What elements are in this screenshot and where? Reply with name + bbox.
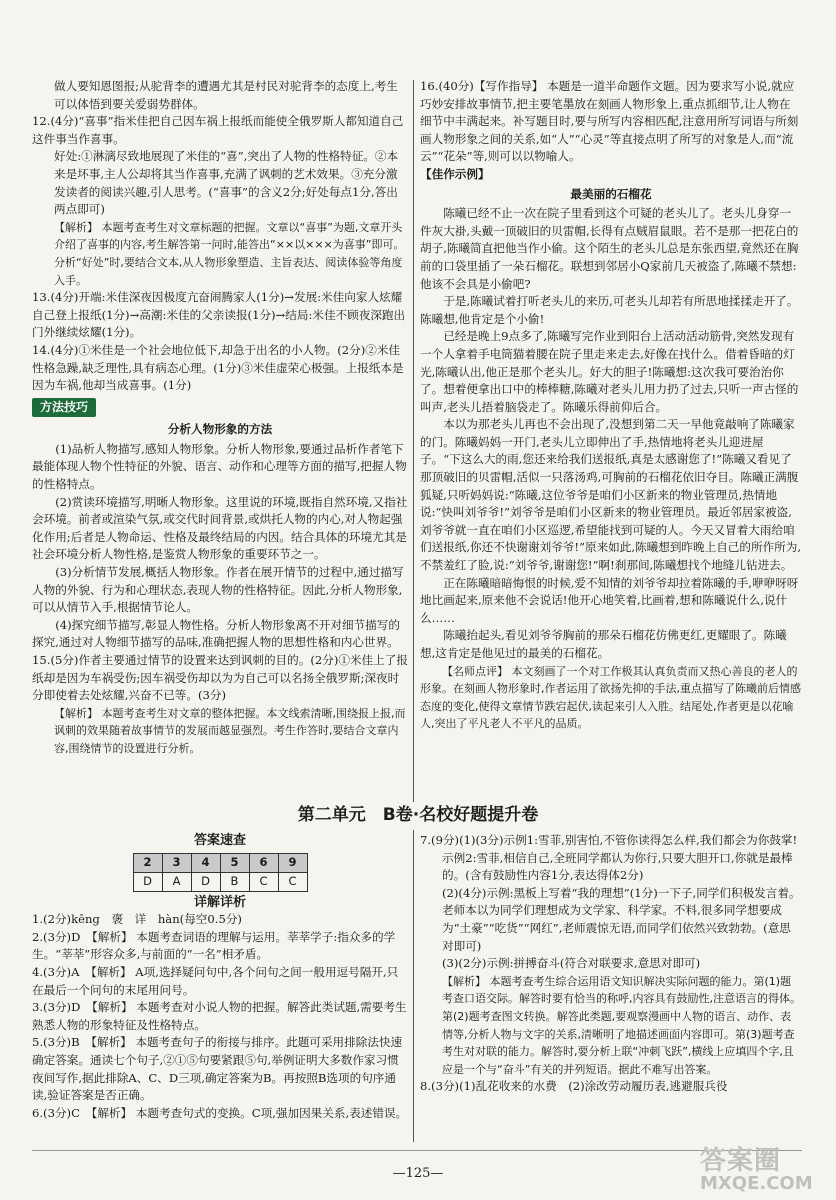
essay-paragraphs xyxy=(420,205,802,662)
answer-table-qnum: 3 xyxy=(162,853,191,872)
unit-title: 第二单元 B卷·名校好题提升卷 xyxy=(297,805,539,825)
right-column-bottom xyxy=(420,832,802,1096)
column-divider-bottom xyxy=(413,830,414,1142)
answer-paragraph: 2.(3分)D 【解析】 本题考查词语的理解与运用。莘莘学子:指众多的学生。“莘莘”形容众多,与前面的“一名”相矛盾。 xyxy=(32,929,396,962)
answer-table-cell: A xyxy=(162,872,191,891)
right-column-top xyxy=(420,78,802,733)
method-paragraph: (3)分析情节发展,概括人物形象。作者在展开情节的过程中,通过描写人物的外貌、行为和心理状态,表现人物的性格特征。因此,分析人物形象,可以从情节入手,根据情节论人。 xyxy=(32,565,404,615)
answer-paragraph: 5.(3分)B 【解析】 本题考查句子的衔接与排序。此题可采用排除法快速确定答案。通读七个句子,②①⑤句要紧跟⑤句,举例证明大多数作家习惯夜间写作,据此排除A、C、D三项,确定答案为B。再按照B选项的句序通读,验证答案是否正确。 xyxy=(32,1035,403,1103)
answer-paragraph: 7.(9分)(1)(3分)示例1:雪菲,别害怕,不管你读得怎么样,我们都会为你鼓掌! xyxy=(420,833,798,847)
answer-quick-title: 答案速查 xyxy=(193,833,246,848)
answer-paragraph: 【解析】 本题考查考生对文章标题的把握。文章以“喜事”为题,文章开头介绍了喜事的内容,考生解答第一问时,能答出“××以×××为喜事”即可。分析“好处”时,要结合文本,从人物形象塑造、主旨表达、阅读体验等角度入手。 xyxy=(54,220,405,287)
essay-paragraph: 本以为那老头儿再也不会出现了,没想到第二天一早他竟敲响了陈曦家的门。陈曦妈妈一开门,老头儿立即伸出了手,热情地将老头儿迎进屋子。“下这么大的雨,您还来给我们送报纸,真是太感谢您了!”陈曦又看见了那顶破旧的贝雷帽,活似一只落汤鸡,可胸前的石榴花依旧夺目。陈曦正满腹狐疑,只听妈妈说:“陈曦,这位爷爷是咱们小区新来的物业管理员,热情地说:“快叫刘爷爷!”刘爷爷是咱们小区新来的物业管理员。最近邻居家被盗,刘爷爷就一直在咱们小区巡逻,希望能找到可疑的人。今天又冒着大雨给咱们送报纸,你还不快谢谢刘爷爷!”原来如此,陈曦想到昨晚上自己的所作所为,不禁羞红了脸,说:“刘爷爷,谢谢您!”啊!刹那间,陈曦想找个地缝儿钻进去。 xyxy=(420,417,802,573)
answer-paragraph: 12.(4分)“喜事”指米佳把自己因车祸上报纸而能使全俄罗斯人都知道自己这件事当作喜事。 xyxy=(32,114,404,146)
answer-paragraph: (2)(4分)示例:黑板上写着“我的理想”(1分)一下子,同学们积极发言着。老师本以为同学们理想成为文学家、科学家。不料,很多同学想要成为“土豪”“吃货”“网红”,老师震惊无语,而同学们依然兴致勃勃。(意思对即可) xyxy=(442,885,801,953)
method-paragraphs xyxy=(32,441,408,652)
method-paragraph: (4)探究细节描写,彰显人物性格。分析人物形象离不开对细节描写的探究,通过对人物细节描写的品味,准确把握人物的思想性格和内心世界。 xyxy=(32,617,400,650)
answer-table xyxy=(133,853,308,892)
bottom-right-answers xyxy=(420,832,802,1096)
q16-writing-guide xyxy=(420,78,802,166)
answer-paragraph: 1.(2分)kēng 褒 详 hàn(每空0.5分) xyxy=(32,912,242,927)
answer-table-cell: D xyxy=(133,872,162,891)
answer-paragraph: 3.(3分)D 【解析】 本题考查对小说人物的把握。解答此类试题,需要考生熟悉人物的形象特征及性格特点。 xyxy=(32,1000,407,1032)
answer-paragraph: (3)(2分)示例:拼搏奋斗(符合对联要求,意思对即可) xyxy=(442,956,701,971)
left-column-top xyxy=(32,78,408,758)
left-top-answers xyxy=(32,78,408,395)
answer-paragraph: 示例2:雪菲,相信自己,全班同学都认为你行,只要大胆开口,你就是最棒的。(含有鼓励性内容1分,表达得体2分) xyxy=(442,850,793,883)
essay-title: 最美丽的石榴花 xyxy=(570,186,652,201)
answer-paragraph: 14.(4分)①米佳是一个社会地位低下,却急于出名的小人物。(2分)②米佳性格急躁,缺乏理性,具有病态心理。(1分)③米佳虚荣心极强。上报纸本是因为车祸,他却当成喜事。(1分) xyxy=(32,342,404,393)
answer-paragraph: 【解析】 本题考查考生综合运用语文知识解决实际问题的能力。第(1)题考查口语交际。解答时要有恰当的称呼,内容具有鼓励性,注意语言的得体。第(2)题考查图文转换。解答此类题,要观察漫画中人物的语言、动作、表情等,分析人物与文字的关系,清晰明了地描述画面内容即可。第(3)题考查考生对对联的能力。解答时,要分析上联“冲刺飞跃”,横线上应填四个字,且应是一个与“奋斗”有关的并列短语。据此不难写出答案。 xyxy=(442,974,801,1076)
answer-paragraph: 做人要知恩图报;从驼背李的遭遇尤其是村民对驼背李的态度上,考生可以体悟到要关爱弱势群体。 xyxy=(54,79,398,111)
answer-table-qnum: 9 xyxy=(278,853,307,872)
answer-paragraph: 16.(40分)【写作指导】 本题是一道半命题作文题。因为要求写小说,就应巧妙安排故事情节,把主要笔墨放在刻画人物形象上,重点抓细节,让人物在细节中丰满起来。补写题目时,要与所写内容相匹配,注意用所写词语与所刻画人物形象之间的关系,如“人”“心灵”等直接点明了所写的对象是人,而“流云”“花朵”等,则可以以物喻人。 xyxy=(420,79,799,164)
answer-paragraph: 8.(3分)(1)乱花收来的水费 (2)涂改劳动履历表,逃避服兵役 xyxy=(420,1079,728,1094)
method-badge: 方法技巧 xyxy=(32,398,96,418)
essay-paragraph: 陈曦已经不止一次在院子里看到这个可疑的老头儿了。老头儿身穿一件灰大褂,头戴一顶破旧的贝雷帽,长得有点贼眉鼠眼。若不是那一把花白的胡子,陈曦简直把他当作小偷。这个陌生的老头儿总是东张西望,竟然还在胸前的口袋里插了一朵石榴花。联想到邻居小Q家前几天被盗了,陈曦不禁想:他该不会具是小偷吧? xyxy=(420,206,799,291)
answer-table-qnum: 5 xyxy=(220,853,249,872)
answer-paragraph: 好处:①淋漓尽致地展现了米佳的“喜”,突出了人物的性格特征。②本来是坏事,主人公却将其当作喜事,充满了讽刺的艺术效果。③充分激发读者的阅读兴趣,引人思考。(“喜事”的含义2分;好处每点1分,答出两点即可) xyxy=(54,149,399,217)
answer-paragraph: 13.(4分)开端:米佳深夜因极度亢奋闹腾家人(1分)→发展:米佳向家人炫耀自己登上报纸(1分)→高潮:米佳的父亲读报(1分)→结局:米佳不顾夜深跑出门外继续炫耀(1分)。 xyxy=(32,290,406,340)
teacher-comment: 【名师点评】 本文刻画了一个对工作极其认真负责而又热心善良的老人的形象。在刻画人物形象时,作者运用了欲扬先抑的手法,重点描写了陈曦前后情感态度的变化,使得文章情节跌宕起伏,读起来引人入胜。结尾处,作者更是以花喻人,突出了平凡老人不平凡的品质。 xyxy=(420,664,801,731)
detail-title: 详解详析 xyxy=(193,894,246,910)
example-label: 【佳作示例】 xyxy=(420,166,490,181)
method-paragraph: (2)赏读环境描写,明晰人物形象。这里说的环境,既指自然环境,又指社会环境。前者或渲染气氛,或交代时间背景,或烘托人物的内心,对人物起强化作用;后者是人物命运、性格及最终结局的内因。结合具体的环境尤其是社会环境分析人物性格,是鉴赏人物形象的重要环节之一。 xyxy=(32,494,408,562)
left-column-bottom xyxy=(32,832,408,1122)
answer-table-cell: D xyxy=(191,872,220,891)
answer-paragraph: 【解析】 本题考查考生对文章的整体把握。本文线索清晰,围绕报上报,而讽刺的效果随着故事情节的发展而越显强烈。考生作答时,要结合文章内容,围绕情节的设置进行分析。 xyxy=(54,706,406,755)
answer-table-cell: C xyxy=(249,872,278,891)
answer-table-header xyxy=(133,853,307,872)
bottom-left-answers xyxy=(32,911,408,1122)
watermark-line2: MXQE.COM xyxy=(700,1173,813,1194)
left-q15 xyxy=(32,652,408,758)
column-divider-top xyxy=(413,80,414,802)
watermark-logo xyxy=(700,1140,820,1192)
answer-table-qnum: 2 xyxy=(133,853,162,872)
answer-paragraph: 4.(3分)A 【解析】 A项,选择疑问句中,各个问句之间一般用逗号隔开,只在最后一个问句的末尾用问号。 xyxy=(32,964,399,997)
answer-paragraph: 15.(5分)作者主要通过情节的设置来达到讽刺的目的。(2分)①米佳上了报纸却是因为车祸受伤;因车祸受伤却以为为自己可以名扬全俄罗斯;深夜时分即使着去处炫耀,兴奋不已等。(3分) xyxy=(32,653,408,703)
answer-table-answers xyxy=(133,872,307,891)
essay-paragraph: 于是,陈曦试着打听老头儿的来历,可老头儿却若有所思地揉揉走开了。陈曦想,他肯定是个小偷! xyxy=(420,294,799,326)
answer-paragraph: 6.(3分)C 【解析】 本题考查句式的变换。C项,强加因果关系,表述错误。 xyxy=(32,1105,408,1120)
answer-table-qnum: 4 xyxy=(191,853,220,872)
footer-rule xyxy=(32,1150,802,1151)
method-paragraph: (1)品析人物描写,感知人物形象。分析人物形象,要通过品析作者笔下最能体现人物个性特征的外貌、语言、动作和心理等方面的描写,把握人物的性格特点。 xyxy=(32,441,407,492)
page-number: —125— xyxy=(392,1166,444,1181)
method-title: 分析人物形象的方法 xyxy=(167,422,273,437)
answer-table-cell: B xyxy=(220,872,249,891)
watermark-line1: 答案圈 xyxy=(700,1146,782,1176)
essay-paragraph: 已经是晚上9点多了,陈曦写完作业到阳台上活动活动筋骨,突然发现有一个人拿着手电筒猫着腰在院子里走来走去,好像在找什么。借着昏暗的灯光,陈曦认出,他正是那个老头儿。好大的胆子!陈曦想:这次我可要治治你了。想着便拿出口中的棒棒糖,陈曦对老头儿用力扔了过去,只听一声古怪的叫声,老头儿捂着脑袋走了。陈曦乐得前仰后合。 xyxy=(420,329,799,414)
answer-table-qnum: 6 xyxy=(249,853,278,872)
answer-table-cell: C xyxy=(278,872,307,891)
essay-paragraph: 陈曦抬起头,看见刘爷爷胸前的那朵石榴花仿佛更红,更耀眼了。陈曦想,这肯定是他见过的最美的石榴花。 xyxy=(420,628,787,660)
essay-paragraph: 正在陈曦暗暗悔恨的时候,爱不知情的刘爷爷却拉着陈曦的手,咿咿呀呀地比画起来,原来他不会说话!他开心地笑着,比画着,想和陈曦说什么,说什么…… xyxy=(420,575,799,625)
